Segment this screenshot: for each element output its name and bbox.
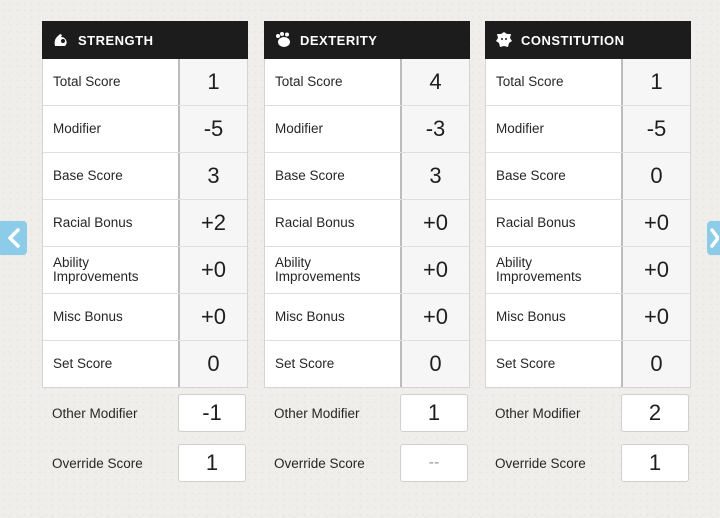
- row-value: 1: [621, 59, 690, 105]
- racial-bonus-row: [43, 200, 247, 247]
- next-arrow-button[interactable]: [707, 221, 720, 255]
- row-value: 0: [178, 341, 247, 387]
- other-modifier-row: [264, 388, 470, 438]
- ability-improvements-row: [43, 247, 247, 294]
- row-label: Racial Bonus: [53, 215, 133, 230]
- row-value: 1: [178, 59, 247, 105]
- misc-bonus-row: [265, 294, 469, 341]
- row-value: -5: [178, 106, 247, 152]
- panel-header: [264, 21, 470, 59]
- row-label: Total Score: [496, 74, 564, 89]
- row-value: 3: [400, 153, 469, 199]
- misc-bonus-row: [486, 294, 690, 341]
- row-label: Set Score: [275, 356, 335, 371]
- previous-arrow-button[interactable]: [0, 221, 27, 255]
- override-score-row: [485, 438, 691, 488]
- override-score-label: Override Score: [52, 455, 143, 471]
- panel-header: [42, 21, 248, 59]
- row-value: +2: [178, 200, 247, 246]
- other-modifier-label: Other Modifier: [495, 405, 581, 421]
- other-modifier-row: [485, 388, 691, 438]
- panel-title: STRENGTH: [78, 32, 154, 48]
- row-value: -5: [621, 106, 690, 152]
- total-score-row: [265, 59, 469, 106]
- base-score-row: [265, 153, 469, 200]
- row-value: 0: [400, 341, 469, 387]
- other-modifier-input[interactable]: 1: [400, 394, 468, 432]
- running-paw-icon: [274, 31, 292, 49]
- other-modifier-row: [42, 388, 248, 438]
- set-score-row: [486, 341, 690, 388]
- constitution-panel: [485, 21, 691, 488]
- row-label: Set Score: [496, 356, 556, 371]
- row-label: Ability Improvements: [53, 255, 139, 284]
- row-label: Misc Bonus: [275, 309, 345, 324]
- override-score-row: [264, 438, 470, 488]
- other-modifier-input[interactable]: 2: [621, 394, 689, 432]
- racial-bonus-row: [486, 200, 690, 247]
- row-label: Racial Bonus: [275, 215, 355, 230]
- row-value: -3: [400, 106, 469, 152]
- misc-bonus-row: [43, 294, 247, 341]
- base-score-row: [486, 153, 690, 200]
- override-score-input[interactable]: --: [400, 444, 468, 482]
- base-score-row: [43, 153, 247, 200]
- lion-head-icon: [495, 31, 513, 49]
- modifier-row: [265, 106, 469, 153]
- other-modifier-input[interactable]: -1: [178, 394, 246, 432]
- row-label: Base Score: [275, 168, 345, 183]
- row-value: +0: [400, 200, 469, 246]
- chevron-left-icon: [7, 228, 21, 248]
- row-value: +0: [178, 294, 247, 340]
- row-label: Total Score: [53, 74, 121, 89]
- ability-improvements-row: [265, 247, 469, 294]
- ability-improvements-row: [486, 247, 690, 294]
- override-score-label: Override Score: [274, 455, 365, 471]
- row-label: Modifier: [496, 121, 545, 136]
- row-value: 0: [621, 341, 690, 387]
- set-score-row: [43, 341, 247, 388]
- racial-bonus-row: [265, 200, 469, 247]
- row-label: Racial Bonus: [496, 215, 576, 230]
- row-label: Base Score: [53, 168, 123, 183]
- row-value: +0: [178, 247, 247, 293]
- panel-header: [485, 21, 691, 59]
- override-score-row: [42, 438, 248, 488]
- row-value: +0: [621, 200, 690, 246]
- other-modifier-label: Other Modifier: [52, 405, 138, 421]
- row-value: 0: [621, 153, 690, 199]
- row-label: Ability Improvements: [275, 255, 361, 284]
- row-label: Misc Bonus: [496, 309, 566, 324]
- total-score-row: [43, 59, 247, 106]
- strength-panel: [42, 21, 248, 488]
- row-label: Ability Improvements: [496, 255, 582, 284]
- row-label: Set Score: [53, 356, 113, 371]
- row-label: Misc Bonus: [53, 309, 123, 324]
- panel-title: CONSTITUTION: [521, 32, 625, 48]
- modifier-row: [43, 106, 247, 153]
- row-value: +0: [621, 247, 690, 293]
- other-modifier-label: Other Modifier: [274, 405, 360, 421]
- row-label: Modifier: [53, 121, 102, 136]
- panel-title: DEXTERITY: [300, 32, 378, 48]
- row-value: +0: [400, 247, 469, 293]
- dexterity-panel: [264, 21, 470, 488]
- set-score-row: [265, 341, 469, 388]
- chevron-right-icon: [709, 228, 719, 248]
- row-value: 3: [178, 153, 247, 199]
- modifier-row: [486, 106, 690, 153]
- row-label: Total Score: [275, 74, 343, 89]
- row-label: Base Score: [496, 168, 566, 183]
- row-value: 4: [400, 59, 469, 105]
- total-score-row: [486, 59, 690, 106]
- override-score-input[interactable]: 1: [621, 444, 689, 482]
- row-value: +0: [621, 294, 690, 340]
- override-score-label: Override Score: [495, 455, 586, 471]
- row-value: +0: [400, 294, 469, 340]
- override-score-input[interactable]: 1: [178, 444, 246, 482]
- row-label: Modifier: [275, 121, 324, 136]
- flexed-arm-icon: [52, 31, 70, 49]
